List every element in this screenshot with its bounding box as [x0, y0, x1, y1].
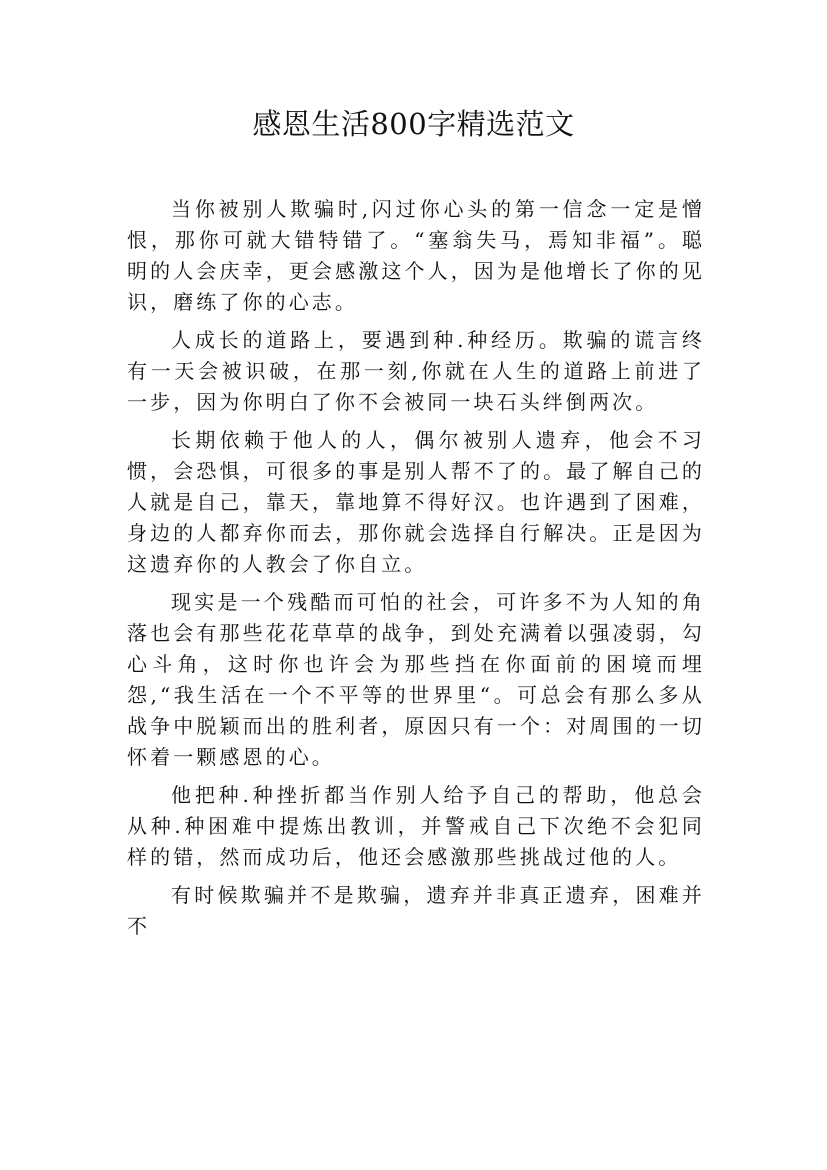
paragraph: 现实是一个残酷而可怕的社会，可许多不为人知的角落也会有那些花花草草的战争，到处充满着以强凌弱，勾心斗角，这时你也许会为那些挡在你面前的困境而埋怨,“我生活在一个不平等的世界里“。可总会有那么多从战争中脱颖而出的胜利者，原因只有一个：对周围的一切怀着一颗感恩的心。	[127, 590, 705, 769]
document-body	[127, 194, 705, 949]
paragraph: 长期依赖于他人的人，偶尔被别人遗弃，他会不习惯，会恐惧，可很多的事是别人帮不了的。最了解自己的人就是自己，靠天，靠地算不得好汉。也许遇到了困难，身边的人都弃你而去，那你就会选择自行解决。正是因为这遗弃你的人教会了你自立。	[127, 428, 705, 576]
paragraph: 人成长的道路上，要遇到种.种经历。欺骗的谎言终有一天会被识破，在那一刻,你就在人生的道路上前进了一步，因为你明白了你不会被同一块石头绊倒两次。	[127, 328, 705, 414]
paragraph: 他把种.种挫折都当作别人给予自己的帮助，他总会从种.种困难中提炼出教训，并警戒自己下次绝不会犯同样的错，然而成功后，他还会感激那些挑战过他的人。	[127, 783, 705, 869]
paragraph: 有时候欺骗并不是欺骗，遗弃并非真正遗弃，困难并不	[127, 883, 705, 938]
document-title: 感恩生活800字精选范文	[252, 107, 575, 141]
paragraph: 当你被别人欺骗时,闪过你心头的第一信念一定是憎恨，那你可就大错特错了。“塞翁失马，焉知非福”。聪明的人会庆幸，更会感激这个人，因为是他增长了你的见识，磨练了你的心志。	[127, 197, 705, 314]
